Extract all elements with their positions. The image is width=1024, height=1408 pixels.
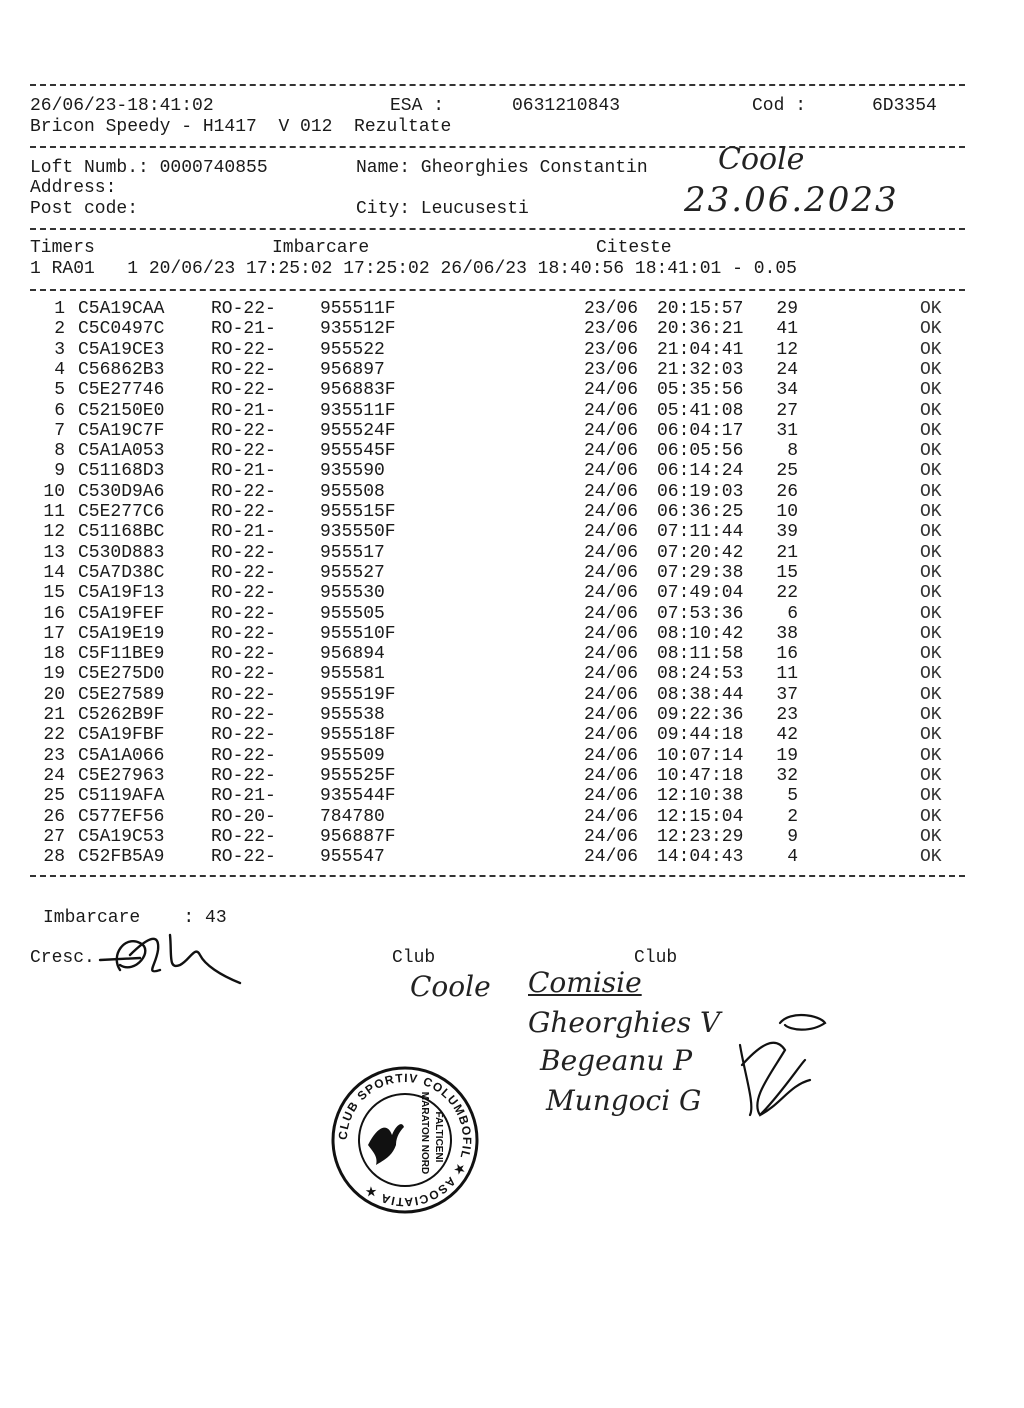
- table-row: [0, 421, 1000, 441]
- table-row: [0, 340, 1000, 360]
- table-row: [0, 299, 1000, 319]
- arrival-date: 23/06: [584, 359, 639, 380]
- chip-id: C5A19E19: [78, 623, 165, 644]
- ring-country: RO-22-: [211, 359, 276, 380]
- rank: 42: [776, 725, 798, 746]
- ring-country: RO-22-: [211, 765, 276, 786]
- arrival-time: 06:14:24: [657, 461, 744, 482]
- rank: 32: [776, 765, 798, 786]
- chip-id: C5A19CAA: [78, 299, 165, 319]
- row-index: 11: [43, 502, 65, 522]
- chip-id: C5E277C6: [78, 502, 165, 522]
- table-row: [0, 482, 1000, 502]
- table-row: [0, 502, 1000, 522]
- status-ok: OK: [920, 359, 942, 380]
- arrival-time: 06:05:56: [657, 441, 744, 462]
- arrival-date: 24/06: [584, 400, 639, 421]
- row-index: 10: [43, 481, 65, 502]
- fancier-name: Name: Gheorghies Constantin: [356, 158, 648, 178]
- postcode-label: Post code:: [30, 199, 139, 219]
- rank: 16: [776, 644, 798, 665]
- cresc-label: Cresc.: [30, 948, 95, 968]
- ring-country: RO-21-: [211, 786, 276, 807]
- ring-number: 955581: [320, 664, 385, 685]
- status-ok: OK: [920, 684, 942, 705]
- chip-id: C5A19C53: [78, 826, 165, 847]
- arrival-date: 24/06: [584, 705, 639, 725]
- row-index: 24: [43, 765, 65, 786]
- arrival-date: 24/06: [584, 562, 639, 583]
- club-label-right: Club: [634, 948, 678, 968]
- rank: 6: [787, 603, 798, 624]
- status-ok: OK: [920, 319, 942, 340]
- timer-line: 1 RA01 1 20/06/23 17:25:02 17:25:02 26/06/23 18:40:56 18:41:01 - 0.05: [30, 259, 797, 279]
- arrival-date: 23/06: [584, 339, 639, 360]
- arrival-time: 09:44:18: [657, 725, 744, 746]
- citeste-header: Citeste: [596, 238, 672, 258]
- row-index: 18: [43, 644, 65, 665]
- ring-country: RO-22-: [211, 603, 276, 624]
- table-row: [0, 807, 1000, 827]
- ring-number: 935511F: [320, 400, 396, 421]
- chip-id: C52150E0: [78, 400, 165, 421]
- svg-text:CLUB SPORTIV COLUMBOFIL ★ ASOC: [336, 1071, 474, 1209]
- rank: 37: [776, 684, 798, 705]
- arrival-date: 24/06: [584, 522, 639, 543]
- row-index: 28: [43, 847, 65, 868]
- arrival-date: 24/06: [584, 684, 639, 705]
- arrival-time: 08:10:42: [657, 623, 744, 644]
- status-ok: OK: [920, 644, 942, 665]
- chip-id: C5F11BE9: [78, 644, 165, 665]
- row-index: 12: [43, 522, 65, 543]
- chip-id: C5A19FEF: [78, 603, 165, 624]
- arrival-time: 10:47:18: [657, 765, 744, 786]
- ring-country: RO-22-: [211, 542, 276, 563]
- row-index: 14: [43, 562, 65, 583]
- signer-1: Gheorghies V: [528, 1006, 721, 1039]
- ring-number: 955538: [320, 705, 385, 725]
- table-row: [0, 441, 1000, 461]
- arrival-date: 24/06: [584, 806, 639, 827]
- status-ok: OK: [920, 603, 942, 624]
- arrival-time: 08:11:58: [657, 644, 744, 665]
- arrival-date: 24/06: [584, 644, 639, 665]
- cod-label: Cod :: [752, 96, 807, 116]
- arrival-time: 08:38:44: [657, 684, 744, 705]
- ring-number: 955519F: [320, 684, 396, 705]
- table-row: [0, 786, 1000, 806]
- status-ok: OK: [920, 705, 942, 725]
- status-ok: OK: [920, 400, 942, 421]
- club-handwritten-name: Coole: [410, 970, 491, 1003]
- ring-country: RO-22-: [211, 644, 276, 665]
- divider-timers: [30, 289, 965, 291]
- arrival-date: 24/06: [584, 847, 639, 868]
- arrival-date: 24/06: [584, 583, 639, 604]
- row-index: 15: [43, 583, 65, 604]
- rank: 31: [776, 420, 798, 441]
- arrival-date: 24/06: [584, 481, 639, 502]
- rank: 22: [776, 583, 798, 604]
- signer-2: Begeanu P: [540, 1044, 693, 1077]
- table-row: [0, 644, 1000, 664]
- arrival-date: 24/06: [584, 502, 639, 522]
- chip-id: C5A1A066: [78, 745, 165, 766]
- row-index: 22: [43, 725, 65, 746]
- device-line: Bricon Speedy - H1417 V 012 Rezultate: [30, 117, 452, 137]
- ring-number: 955524F: [320, 420, 396, 441]
- table-row: [0, 543, 1000, 563]
- status-ok: OK: [920, 522, 942, 543]
- ring-number: 955522: [320, 339, 385, 360]
- loft-number: Loft Numb.: 0000740855: [30, 158, 268, 178]
- esa-value: 0631210843: [512, 96, 621, 116]
- arrival-time: 07:11:44: [657, 522, 744, 543]
- rank: 21: [776, 542, 798, 563]
- ring-country: RO-21-: [211, 319, 276, 340]
- table-row: [0, 746, 1000, 766]
- arrival-date: 24/06: [584, 745, 639, 766]
- ring-number: 955530: [320, 583, 385, 604]
- arrival-time: 06:19:03: [657, 481, 744, 502]
- chip-id: C530D883: [78, 542, 165, 563]
- ring-number: 955511F: [320, 299, 396, 319]
- status-ok: OK: [920, 299, 942, 319]
- rank: 12: [776, 339, 798, 360]
- ring-country: RO-20-: [211, 806, 276, 827]
- arrival-time: 12:15:04: [657, 806, 744, 827]
- committee-signatures: [730, 1005, 840, 1125]
- divider-loft: [30, 228, 965, 230]
- handwritten-date: 23.06.2023: [684, 180, 899, 220]
- row-index: 2: [54, 319, 65, 340]
- chip-id: C5119AFA: [78, 786, 165, 807]
- divider-bottom: [30, 875, 965, 877]
- arrival-time: 20:36:21: [657, 319, 744, 340]
- rank: 34: [776, 380, 798, 401]
- comisie-title: Comisie: [528, 966, 642, 999]
- arrival-date: 24/06: [584, 603, 639, 624]
- rank: 23: [776, 705, 798, 725]
- ring-number: 935544F: [320, 786, 396, 807]
- arrival-time: 06:04:17: [657, 420, 744, 441]
- row-index: 19: [43, 664, 65, 685]
- rank: 9: [787, 826, 798, 847]
- status-ok: OK: [920, 765, 942, 786]
- row-index: 9: [54, 461, 65, 482]
- status-ok: OK: [920, 542, 942, 563]
- status-ok: OK: [920, 339, 942, 360]
- row-index: 27: [43, 826, 65, 847]
- ring-country: RO-22-: [211, 745, 276, 766]
- rank: 24: [776, 359, 798, 380]
- ring-number: 955518F: [320, 725, 396, 746]
- handwritten-code: Coole: [718, 142, 805, 177]
- arrival-time: 12:10:38: [657, 786, 744, 807]
- row-index: 21: [43, 705, 65, 725]
- ring-number: 955508: [320, 481, 385, 502]
- row-index: 13: [43, 542, 65, 563]
- arrival-date: 24/06: [584, 441, 639, 462]
- chip-id: C5E27746: [78, 380, 165, 401]
- chip-id: C5A19C7F: [78, 420, 165, 441]
- divider-header: [30, 146, 965, 148]
- ring-country: RO-22-: [211, 847, 276, 868]
- ring-number: 955505: [320, 603, 385, 624]
- rank: 2: [787, 806, 798, 827]
- esa-label: ESA :: [390, 96, 445, 116]
- ring-country: RO-22-: [211, 705, 276, 725]
- status-ok: OK: [920, 380, 942, 401]
- row-index: 6: [54, 400, 65, 421]
- chip-id: C56862B3: [78, 359, 165, 380]
- table-row: [0, 685, 1000, 705]
- ring-number: 955509: [320, 745, 385, 766]
- rank: 29: [776, 299, 798, 319]
- ring-country: RO-21-: [211, 400, 276, 421]
- arrival-time: 07:20:42: [657, 542, 744, 563]
- arrival-date: 24/06: [584, 786, 639, 807]
- arrival-time: 08:24:53: [657, 664, 744, 685]
- arrival-time: 10:07:14: [657, 745, 744, 766]
- status-ok: OK: [920, 745, 942, 766]
- rank: 25: [776, 461, 798, 482]
- chip-id: C5C0497C: [78, 319, 165, 340]
- table-row: [0, 319, 1000, 339]
- chip-id: C51168D3: [78, 461, 165, 482]
- arrival-time: 09:22:36: [657, 705, 744, 725]
- arrival-date: 24/06: [584, 461, 639, 482]
- arrival-date: 24/06: [584, 542, 639, 563]
- arrival-date: 23/06: [584, 299, 639, 319]
- rank: 11: [776, 664, 798, 685]
- timers-header: Timers: [30, 238, 95, 258]
- ring-number: 935550F: [320, 522, 396, 543]
- status-ok: OK: [920, 481, 942, 502]
- ring-number: 955545F: [320, 441, 396, 462]
- report-datetime: 26/06/23-18:41:02: [30, 96, 214, 116]
- status-ok: OK: [920, 562, 942, 583]
- arrival-date: 24/06: [584, 380, 639, 401]
- status-ok: OK: [920, 420, 942, 441]
- rank: 39: [776, 522, 798, 543]
- ring-country: RO-22-: [211, 623, 276, 644]
- stamp-inner-line-1: MARATON NORD: [419, 1091, 430, 1175]
- ring-country: RO-22-: [211, 684, 276, 705]
- chip-id: C577EF56: [78, 806, 165, 827]
- status-ok: OK: [920, 725, 942, 746]
- table-row: [0, 604, 1000, 624]
- ring-number: 955517: [320, 542, 385, 563]
- status-ok: OK: [920, 461, 942, 482]
- stamp-ring-text: CLUB SPORTIV COLUMBOFIL ★ ASOCIATIA ★: [335, 1070, 475, 1210]
- table-row: [0, 583, 1000, 603]
- row-index: 8: [54, 441, 65, 462]
- table-row: [0, 360, 1000, 380]
- ring-country: RO-22-: [211, 562, 276, 583]
- breeder-signature: [100, 925, 250, 995]
- ring-number: 935512F: [320, 319, 396, 340]
- ring-number: 956894: [320, 644, 385, 665]
- rank: 4: [787, 847, 798, 868]
- row-index: 16: [43, 603, 65, 624]
- rank: 10: [776, 502, 798, 522]
- table-row: [0, 380, 1000, 400]
- arrival-time: 20:15:57: [657, 299, 744, 319]
- arrival-time: 21:32:03: [657, 359, 744, 380]
- chip-id: C5E275D0: [78, 664, 165, 685]
- rank: 27: [776, 400, 798, 421]
- ring-country: RO-22-: [211, 339, 276, 360]
- arrival-date: 23/06: [584, 319, 639, 340]
- row-index: 4: [54, 359, 65, 380]
- bird-icon: [368, 1124, 404, 1165]
- row-index: 7: [54, 420, 65, 441]
- divider-top: [30, 84, 965, 86]
- ring-country: RO-22-: [211, 481, 276, 502]
- rank: 19: [776, 745, 798, 766]
- table-row: [0, 563, 1000, 583]
- arrival-time: 12:23:29: [657, 826, 744, 847]
- imbarcare-header: Imbarcare: [272, 238, 370, 258]
- rank: 15: [776, 562, 798, 583]
- club-stamp: [330, 1065, 480, 1215]
- ring-country: RO-22-: [211, 380, 276, 401]
- table-row: [0, 705, 1000, 725]
- arrival-date: 24/06: [584, 664, 639, 685]
- chip-id: C5A19CE3: [78, 339, 165, 360]
- cod-value: 6D3354: [872, 96, 937, 116]
- rank: 38: [776, 623, 798, 644]
- ring-country: RO-22-: [211, 420, 276, 441]
- arrival-time: 07:49:04: [657, 583, 744, 604]
- ring-country: RO-22-: [211, 299, 276, 319]
- chip-id: C5A1A053: [78, 441, 165, 462]
- status-ok: OK: [920, 826, 942, 847]
- ring-number: 955510F: [320, 623, 396, 644]
- arrival-date: 24/06: [584, 765, 639, 786]
- rank: 5: [787, 786, 798, 807]
- row-index: 17: [43, 623, 65, 644]
- ring-country: RO-22-: [211, 502, 276, 522]
- club-label-left: Club: [392, 948, 436, 968]
- arrival-time: 07:53:36: [657, 603, 744, 624]
- row-index: 25: [43, 786, 65, 807]
- signer-3: Mungoci G: [546, 1084, 702, 1117]
- chip-id: C5A19FBF: [78, 725, 165, 746]
- ring-number: 784780: [320, 806, 385, 827]
- table-row: [0, 522, 1000, 542]
- ring-country: RO-22-: [211, 583, 276, 604]
- table-row: [0, 624, 1000, 644]
- arrival-date: 24/06: [584, 623, 639, 644]
- row-index: 3: [54, 339, 65, 360]
- table-row: [0, 847, 1000, 867]
- ring-country: RO-22-: [211, 826, 276, 847]
- arrival-date: 24/06: [584, 725, 639, 746]
- table-row: [0, 827, 1000, 847]
- status-ok: OK: [920, 441, 942, 462]
- ring-country: RO-21-: [211, 522, 276, 543]
- arrival-date: 24/06: [584, 826, 639, 847]
- ring-number: 956883F: [320, 380, 396, 401]
- rank: 41: [776, 319, 798, 340]
- ring-country: RO-22-: [211, 441, 276, 462]
- chip-id: C5E27963: [78, 765, 165, 786]
- ring-number: 955515F: [320, 502, 396, 522]
- status-ok: OK: [920, 806, 942, 827]
- ring-number: 956887F: [320, 826, 396, 847]
- imbarcare-total: Imbarcare : 43: [43, 908, 227, 928]
- table-row: [0, 766, 1000, 786]
- row-index: 20: [43, 684, 65, 705]
- ring-number: 955525F: [320, 765, 396, 786]
- row-index: 26: [43, 806, 65, 827]
- chip-id: C52FB5A9: [78, 847, 165, 868]
- chip-id: C51168BC: [78, 522, 165, 543]
- chip-id: C530D9A6: [78, 481, 165, 502]
- stamp-inner-line-2: FALTICENI: [433, 1111, 444, 1163]
- status-ok: OK: [920, 583, 942, 604]
- status-ok: OK: [920, 847, 942, 868]
- table-row: [0, 725, 1000, 745]
- status-ok: OK: [920, 664, 942, 685]
- chip-id: C5E27589: [78, 684, 165, 705]
- arrival-date: 24/06: [584, 420, 639, 441]
- arrival-time: 14:04:43: [657, 847, 744, 868]
- table-row: [0, 401, 1000, 421]
- ring-number: 955527: [320, 562, 385, 583]
- status-ok: OK: [920, 623, 942, 644]
- status-ok: OK: [920, 502, 942, 522]
- table-row: [0, 461, 1000, 481]
- chip-id: C5262B9F: [78, 705, 165, 725]
- chip-id: C5A19F13: [78, 583, 165, 604]
- ring-country: RO-22-: [211, 664, 276, 685]
- ring-country: RO-21-: [211, 461, 276, 482]
- table-row: [0, 664, 1000, 684]
- city-line: City: Leucusesti: [356, 199, 529, 219]
- row-index: 5: [54, 380, 65, 401]
- row-index: 23: [43, 745, 65, 766]
- ring-number: 955547: [320, 847, 385, 868]
- chip-id: C5A7D38C: [78, 562, 165, 583]
- ring-country: RO-22-: [211, 725, 276, 746]
- ring-number: 956897: [320, 359, 385, 380]
- arrival-time: 06:36:25: [657, 502, 744, 522]
- rank: 8: [787, 441, 798, 462]
- arrival-time: 21:04:41: [657, 339, 744, 360]
- arrival-time: 05:41:08: [657, 400, 744, 421]
- ring-number: 935590: [320, 461, 385, 482]
- arrival-time: 07:29:38: [657, 562, 744, 583]
- address-label: Address:: [30, 178, 117, 198]
- rank: 26: [776, 481, 798, 502]
- row-index: 1: [54, 299, 65, 319]
- status-ok: OK: [920, 786, 942, 807]
- arrival-time: 05:35:56: [657, 380, 744, 401]
